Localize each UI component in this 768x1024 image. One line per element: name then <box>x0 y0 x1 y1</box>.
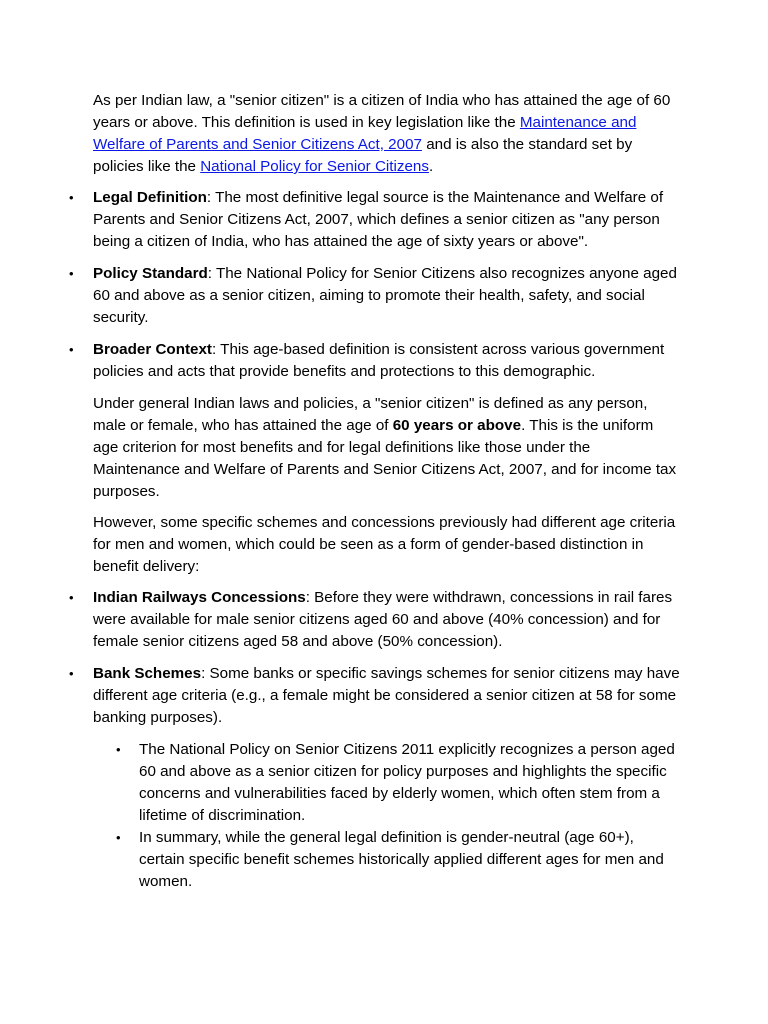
schemes-paragraph: However, some specific schemes and concessions previously had different age criteria for men and women, which could be seen as a form of gender-based distinction in benefit delivery: <box>93 514 676 575</box>
general-law-paragraph: Under general Indian laws and policies, a "senior citizen" is defined as any person, male or female, who has attained the age of 60 years or above. This is the uniform age criterion for most benefits and for legal definitions like those under the Maintenance and Welfare of Parents and Senior Citizens Act, 2007, and for income tax purposes. <box>93 395 677 500</box>
list-item: • Legal Definition: The most definitive legal source is the Maintenance and Welfare of Parents and Senior Citizens Act, 2007, which defines a senior citizen as "any person being a citizen of India, who has attained the age of sixty years or above". <box>93 187 681 253</box>
list-item: • The National Policy on Senior Citizens 2011 explicitly recognizes a person aged 60 and above as a senior citizen for policy purposes and highlights the specific concerns and vulnerabilities faced by elderly women, which often stem from a lifetime of discrimination. <box>139 739 681 827</box>
intro-paragraph: As per Indian law, a "senior citizen" is a citizen of India who has attained the age of 60 years or above. This definition is used in key legislation like the Maintenance and Welfare of Parents and Senior Citizens Act, 2007 and is also the standard set by policies like the National Policy for Senior Citizens. <box>93 92 671 175</box>
sub-bullet-list <box>139 739 681 893</box>
list-item: • In summary, while the general legal definition is gender-neutral (age 60+), certain specific benefit schemes historically applied different ages for men and women. <box>139 827 681 893</box>
list-item: • Bank Schemes: Some banks or specific savings schemes for senior citizens may have different age criteria (e.g., a female might be considered a senior citizen at 58 for some banking purposes). <box>93 663 681 729</box>
schemes-bullet-list <box>93 587 681 729</box>
list-item: • Policy Standard: The National Policy for Senior Citizens also recognizes anyone aged 60 and above as a senior citizen, aiming to promote their health, safety, and social security. <box>93 263 681 329</box>
list-item: • Broader Context: This age-based definition is consistent across various government policies and acts that provide benefits and protections to this demographic. <box>93 339 681 383</box>
document-body <box>93 90 681 893</box>
definition-bullet-list <box>93 187 681 383</box>
national-policy-link[interactable]: National Policy for Senior Citizens <box>200 158 429 175</box>
list-item: • Indian Railways Concessions: Before they were withdrawn, concessions in rail fares were available for male senior citizens aged 60 and above (40% concession) and for female senior citizens aged 58 and above (50% concession). <box>93 587 681 653</box>
maintenance-act-link[interactable]: Maintenance and Welfare of Parents and Senior Citizens Act, 2007 <box>93 114 637 153</box>
